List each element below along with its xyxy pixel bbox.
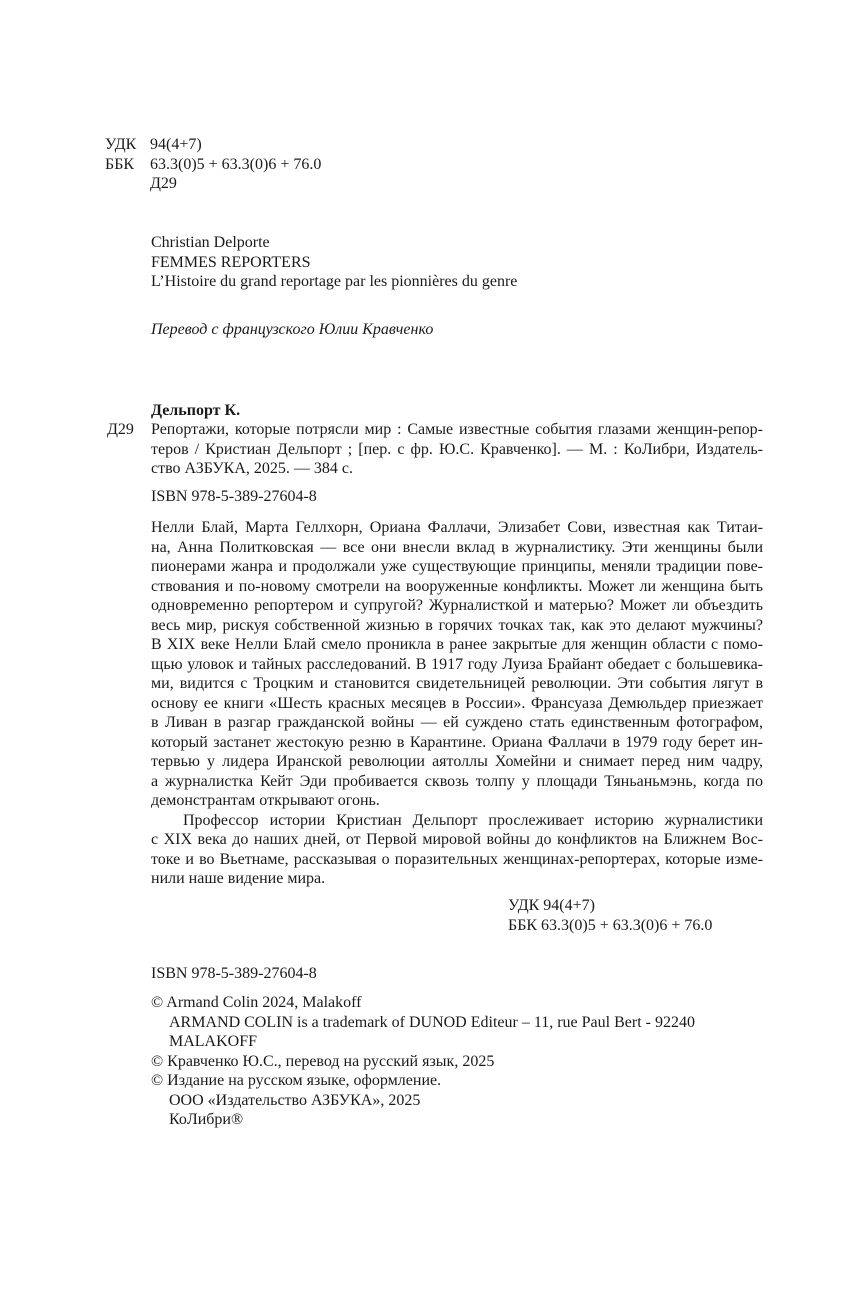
udk-row — [105, 135, 321, 155]
catalog-line: Репортажи, которые потрясли мир : Самые известные события глазами женщин-репор- — [151, 421, 763, 438]
udk-value: 94(4+7) — [150, 136, 202, 153]
annotation-line: на, Анна Политковская — все они внесли вклад в журналистику. Эти женщины были — [151, 538, 763, 556]
annotation-line: тервью у лидера Иранской революции аятоллы Хомейни и снимает перед ним чадру, — [151, 753, 763, 770]
author-mark: Д29 — [150, 175, 177, 192]
bottom-codes — [508, 896, 712, 935]
annotation-line: щью уловок и тайных расследований. В 1917 году Луиза Брайант обедает с большевика- — [151, 655, 763, 673]
original-title: FEMMES REPORTERS — [151, 253, 311, 271]
udk-label: УДК — [105, 136, 137, 153]
catalog-mark: Д29 — [107, 421, 134, 438]
catalog-isbn: ISBN 978-5-389-27604-8 — [151, 488, 317, 505]
annotation-line: весь мир, рискуя собственной жизнью в горячих точках так, как это делают мужчины? — [151, 616, 763, 634]
catalog-description — [151, 420, 763, 479]
bottom-udk: УДК 94(4+7) — [508, 897, 595, 914]
translation-note: Перевод с французского Юлии Кравченко — [151, 321, 434, 338]
bottom-bbk: ББК 63.3(0)5 + 63.3(0)6 + 76.0 — [508, 916, 713, 934]
copyright-line: © Издание на русском языке, оформление. — [151, 1072, 442, 1089]
annotation-line: Нелли Блай, Марта Геллхорн, Ориана Фаллачи, Элизабет Сови, известная как Титаи- — [151, 519, 763, 536]
annotation-line: основу ее книги «Шесть красных месяцев в России». Франсуаза Демюльдер приезжает — [151, 694, 763, 712]
copyright-line: КоЛибри® — [169, 1111, 244, 1128]
top-codes — [105, 135, 321, 194]
annotation-line: в Ливан в разгар гражданской войны — ей суждено стать единственным фотографом, — [151, 714, 763, 731]
catalog-line: ство АЗБУКА, 2025. — 384 с. — [151, 460, 353, 477]
bbk-row — [105, 155, 321, 175]
annotation-line: В XIX веке Нелли Блай смело проникла в ранее закрытые для женщин области с помо- — [151, 636, 763, 653]
annotation-line: демонстрантам открывают огонь. — [151, 792, 380, 809]
annotation-line: с XIX века до наших дней, от Первой мировой войны до конфликтов на Ближнем Вос- — [151, 831, 763, 848]
annotation-line: Профессор истории Кристиан Дельпорт прослеживает историю журналистики — [183, 811, 763, 829]
author-mark-row — [105, 174, 321, 194]
original-author: Christian Delporte — [151, 234, 270, 251]
bbk-label: ББК — [105, 155, 135, 173]
annotation-line: который застанет жестокую резню в Карантине. Ориана Фаллачи в 1979 году берет ин- — [151, 733, 763, 751]
copyright-line: © Armand Colin 2024, Malakoff — [151, 994, 362, 1011]
copyright-line: ООО «Издательство АЗБУКА», 2025 — [169, 1091, 421, 1109]
isbn-bottom: ISBN 978-5-389-27604-8 — [151, 965, 317, 982]
catalog-line: теров / Кристиан Дельпорт ; [пер. с фр. Ю.С. Кравченко]. — М. : КоЛибри, Издатель- — [151, 440, 763, 458]
annotation-line: ствования и по-новому смотрели на вооруженные конфликты. Может ли женщина быть — [151, 577, 763, 595]
bbk-value: 63.3(0)5 + 63.3(0)6 + 76.0 — [150, 155, 322, 173]
original-subtitle: L’Histoire du grand reportage par les pionnières du genre — [151, 273, 518, 290]
copyright-block — [151, 993, 695, 1130]
copyright-line: MALAKOFF — [169, 1033, 258, 1050]
annotation-line: ми, видится с Троцким и становится свидетельницей революции. Эти события лягут в — [151, 675, 763, 692]
annotation-line: пионерами жанра и продолжали уже существующие принципы, меняли традиции пове- — [151, 558, 763, 575]
annotation-line: нили наше видение мира. — [151, 870, 326, 887]
annotation-line: токе и во Вьетнаме, рассказывая о поразительных женщинах-репортерах, которые изме- — [151, 850, 763, 868]
annotation-line: одновременно репортером и супругой? Журналисткой и матерью? Может ли объездить — [151, 597, 763, 614]
catalog-heading: Дельпорт К. — [151, 402, 241, 419]
copyright-line: © Кравченко Ю.С., перевод на русский язык, 2025 — [151, 1052, 495, 1070]
copyright-line: ARMAND COLIN is a trademark of DUNOD Editeur – 11, rue Paul Bert - 92240 — [169, 1013, 695, 1031]
annotation-line: а журналистка Кейт Эди пробивается сквозь толпу у площади Тяньаньмэнь, когда по — [151, 772, 763, 790]
annotation — [151, 518, 763, 889]
original-edition — [151, 233, 517, 292]
